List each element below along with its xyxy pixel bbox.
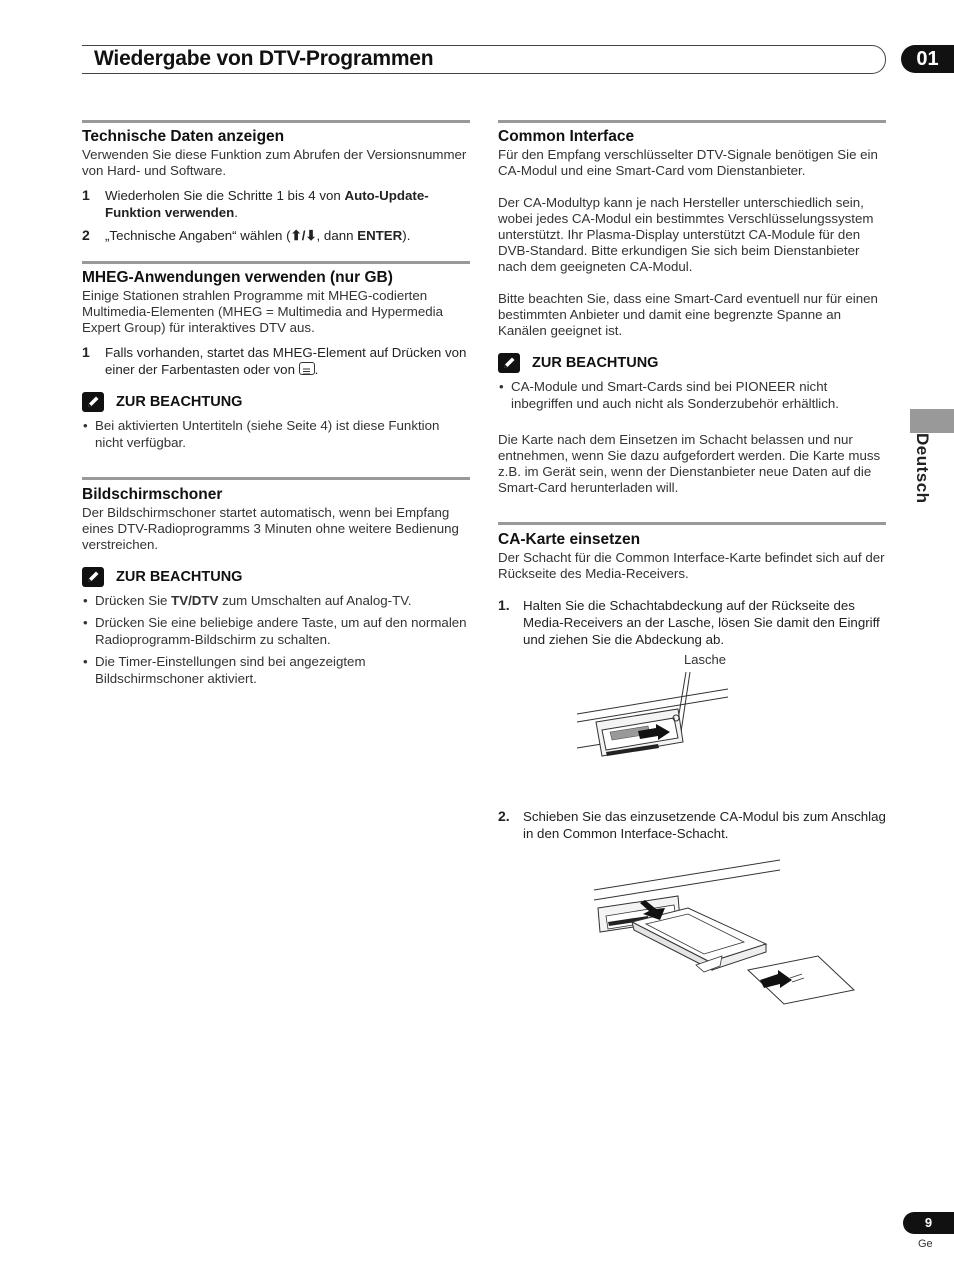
step-text: Falls vorhanden, startet das MHEG-Element auf Drücken von einer der Farbentasten oder von <box>105 345 467 377</box>
paragraph: Der CA-Modultyp kann je nach Hersteller unterschiedlich sein, wobei jedes CA-Modul ein bestimmtes Verschlüsselungssystem unterstützt. Ihr Plasma-Display unterstützt CA-Module für den DVB-Standard. Bitte erkundigen Sie sich beim Dienstanbieter nach dem geeigneten CA-Modul. <box>498 195 874 274</box>
paragraph: Die Karte nach dem Einsetzen im Schacht belassen und nur entnehmen, wenn Sie dazu aufgefordert werden. Die Karte muss z.B. im Gerät sein, wenn der Dienstanbieter neue Daten auf die Smart-Card herunterladen will. <box>498 432 881 495</box>
right-column <box>498 120 886 1028</box>
note-text: Die Timer-Einstellungen sind bei angezeigtem Bildschirmschoner aktiviert. <box>95 654 366 686</box>
note-text: Drücken Sie <box>95 593 172 608</box>
up-down-arrow-icon: ⬆/⬇ <box>290 228 317 243</box>
step-text-end: . <box>234 205 238 220</box>
page-title: Wiedergabe von DTV-Programmen <box>94 47 434 70</box>
note-text: CA-Module und Smart-Cards sind bei PIONEER nicht inbegriffen und auch nicht als Sonderzubehör erhältlich. <box>511 379 839 411</box>
text-button-icon <box>299 362 315 375</box>
note-header <box>498 353 886 373</box>
pencil-note-icon <box>82 392 104 412</box>
step-text: „Technische Angaben“ wählen ( <box>105 228 291 243</box>
note-header <box>82 567 470 587</box>
chapter-badge: 01 <box>901 45 954 73</box>
section-intro: Der Bildschirmschoner startet automatisch, wenn bei Empfang eines DTV-Radioprogramms 3 Minuten ohne weitere Bedienung verstreichen. <box>82 505 459 552</box>
step-text-end: ). <box>402 228 411 243</box>
section-mheg <box>82 261 470 451</box>
page-language-code: Ge <box>918 1238 933 1250</box>
step-text-mid: , dann <box>316 228 358 243</box>
note-item: • Drücken Sie TV/DTV zum Umschalten auf Analog-TV. <box>83 593 412 608</box>
paragraph: Bitte beachten Sie, dass eine Smart-Card eventuell nur für einen bestimmten Anbieter und damit eine begrenzte Spanne an Kanälen geeignet ist. <box>498 291 878 338</box>
page-number: 9 <box>903 1212 954 1234</box>
step-number: 2 <box>82 227 90 243</box>
note-text: Drücken Sie eine beliebige andere Taste, um auf den normalen Radioprogramm-Bildschirm zu schalten. <box>95 615 467 647</box>
step-text: Schieben Sie das einzusetzende CA-Modul bis zum Anschlag in den Common Interface-Schacht. <box>523 809 886 841</box>
slot-cover-illustration <box>498 648 886 798</box>
note-bold: TV/DTV <box>171 593 219 608</box>
pencil-note-icon <box>82 567 104 587</box>
section-ca-karte <box>498 522 886 1028</box>
section-title: CA-Karte einsetzen <box>498 531 641 548</box>
note-title: ZUR BEACHTUNG <box>116 394 243 410</box>
section-title: MHEG-Anwendungen verwenden (nur GB) <box>82 269 393 286</box>
figure-cover-removal <box>498 648 886 798</box>
section-title: Technische Daten anzeigen <box>82 128 285 145</box>
step <box>498 808 886 842</box>
language-label-box <box>907 433 947 523</box>
note-item: • Drücken Sie eine beliebige andere Taste, um auf den normalen Radioprogramm-Bildschirm zu schalten. <box>83 615 467 647</box>
note-item: • Bei aktivierten Untertiteln (siehe Seite 4) ist diese Funktion nicht verfügbar. <box>83 418 440 450</box>
language-label: Deutsch <box>913 433 932 504</box>
section-intro: Der Schacht für die Common Interface-Karte befindet sich auf der Rückseite des Media-Receivers. <box>498 550 885 581</box>
paragraph: Für den Empfang verschlüsselter DTV-Signale benötigen Sie ein CA-Modul und eine Smart-Card vom Dienstanbieter. <box>498 147 878 178</box>
step-text: Wiederholen Sie die Schritte 1 bis 4 von <box>105 188 345 203</box>
step <box>82 227 470 244</box>
note-item: • Die Timer-Einstellungen sind bei angezeigtem Bildschirmschoner aktiviert. <box>83 654 366 686</box>
step-number: 2. <box>498 808 510 824</box>
pencil-note-icon <box>498 353 520 373</box>
step-bold: ENTER <box>357 228 403 243</box>
step-number: 1. <box>498 597 510 613</box>
figure-label: Lasche <box>684 652 726 667</box>
step-bold: Auto-Update-Funktion verwenden <box>105 188 429 220</box>
step-text: Halten Sie die Schachtabdeckung auf der Rückseite des Media-Receivers an der Lasche, lösen Sie damit den Eingriff und ziehen Sie die Abdeckung ab. <box>523 598 880 647</box>
figure-module-insert <box>498 848 886 1028</box>
ca-module-illustration <box>498 848 886 1028</box>
step <box>82 344 470 378</box>
section-bildschirmschoner <box>82 477 470 687</box>
language-tab <box>910 409 954 433</box>
note-header <box>82 392 470 412</box>
note-text: Bei aktivierten Untertiteln (siehe Seite 4) ist diese Funktion nicht verfügbar. <box>95 418 440 450</box>
note-title: ZUR BEACHTUNG <box>532 355 659 371</box>
section-title: Common Interface <box>498 128 635 145</box>
note-text-end: zum Umschalten auf Analog-TV. <box>218 593 412 608</box>
section-title: Bildschirmschoner <box>82 486 223 503</box>
section-common-interface <box>498 120 886 496</box>
note-item: • CA-Module und Smart-Cards sind bei PIONEER nicht inbegriffen und auch nicht als Sonderzubehör erhältlich. <box>499 379 839 411</box>
note-title: ZUR BEACHTUNG <box>116 569 243 585</box>
step-number: 1 <box>82 187 90 203</box>
left-column <box>82 120 470 692</box>
step-number: 1 <box>82 344 90 360</box>
section-intro: Verwenden Sie diese Funktion zum Abrufen der Versionsnummer von Hard- und Software. <box>82 147 467 178</box>
step <box>82 187 470 221</box>
section-intro: Einige Stationen strahlen Programme mit MHEG-codierten Multimedia-Elementen (MHEG = Multimedia and Hypermedia Expert Group) für interaktives DTV aus. <box>82 288 444 335</box>
section-technische-daten <box>82 120 470 244</box>
step <box>498 597 886 648</box>
step-text-end: . <box>314 362 319 377</box>
